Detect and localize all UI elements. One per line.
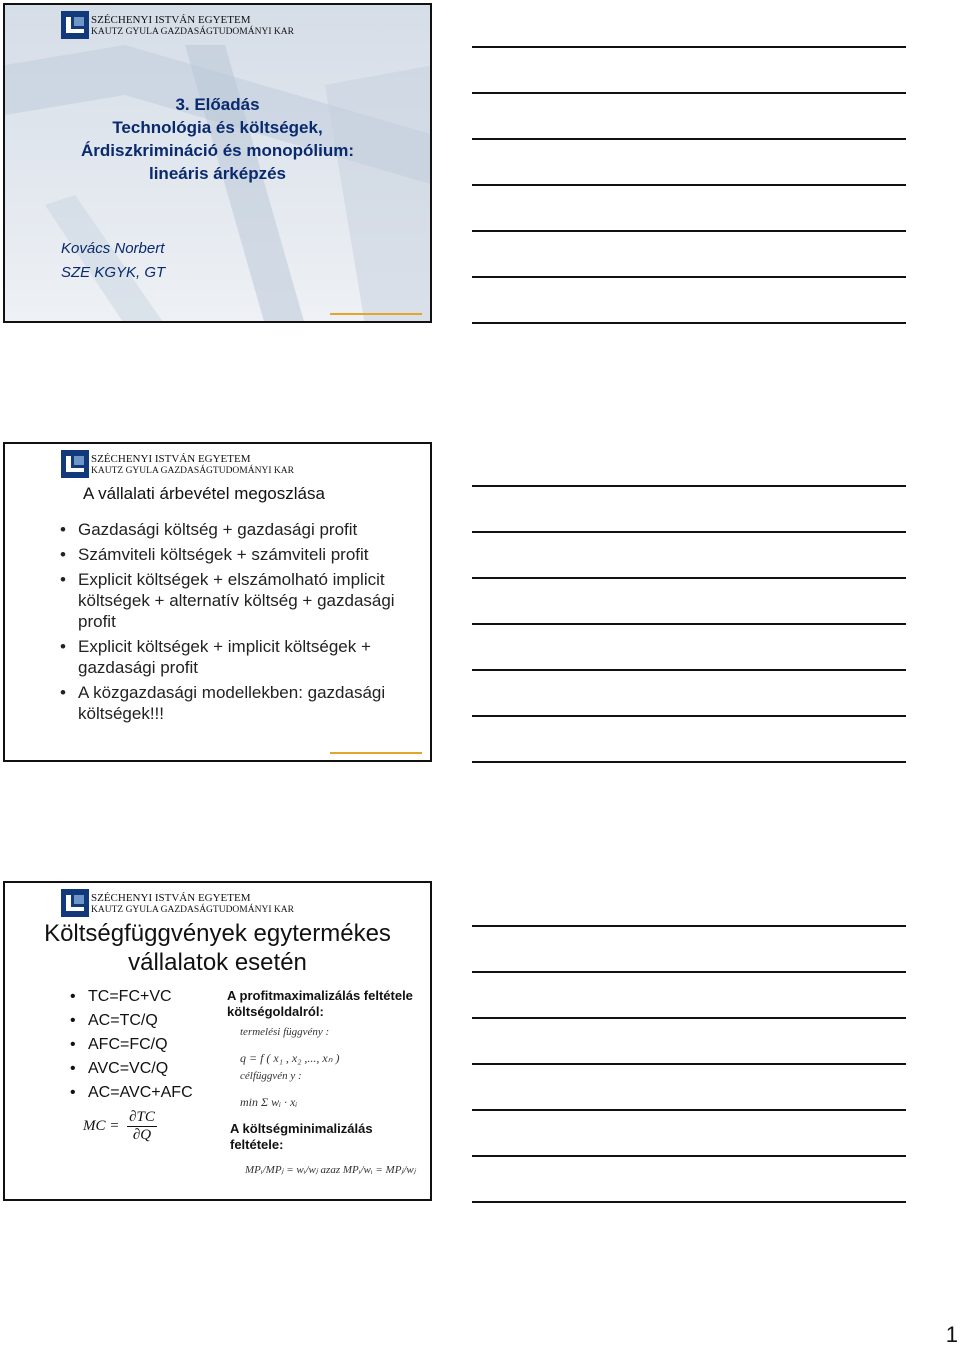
faculty-name: KAUTZ GYULA GAZDASÁGTUDOMÁNYI KAR [91,905,294,915]
note-line [472,138,906,140]
list-item: • Számviteli költségek + számviteli profit [58,544,418,565]
note-line [472,485,906,487]
note-line [472,1017,906,1019]
slide-3 [3,881,432,1201]
list-item: • Explicit költségek + elszámolható implicit költségek + alternatív költség + gazdasági profit [58,569,418,632]
university-name: SZÉCHENYI ISTVÁN EGYETEM [91,453,251,465]
university-logo-icon [61,889,89,917]
mc-lhs: MC = [83,1117,120,1134]
formula-line: célfüggvén y : [240,1070,302,1082]
author-affiliation: SZE KGYK, GT [61,264,166,281]
note-line [472,184,906,186]
title-line: 3. Előadás [175,95,260,114]
faculty-name: KAUTZ GYULA GAZDASÁGTUDOMÁNYI KAR [91,27,294,37]
gold-accent-line [330,752,422,754]
mc-numerator: ∂TC [129,1109,155,1125]
marginal-cost-formula [83,1109,157,1144]
profit-heading: A profitmaximalizálás feltétele költségoldalról: [227,988,413,1019]
page-number: 1 [945,1322,958,1347]
list-item: • AC=TC/Q [68,1009,193,1033]
university-name: SZÉCHENYI ISTVÁN EGYETEM [91,14,251,26]
note-line [472,577,906,579]
title-line: Technológia és költségek, [112,118,323,137]
cost-min-heading: A költségminimalizálás feltétele: [230,1121,373,1152]
title-line: Árdiszkrimináció és monopólium: [81,141,354,160]
note-line [472,1063,906,1065]
formula-line: termelési függvény : [240,1026,330,1038]
author-name: Kovács Norbert [61,240,165,257]
note-line [472,322,906,324]
university-logo-icon [61,450,89,478]
title-line: Költségfüggvények egytermékes [44,920,391,947]
note-line [472,1109,906,1111]
note-line [472,92,906,94]
note-line [472,230,906,232]
note-line [472,46,906,48]
note-line [472,715,906,717]
slide-title [5,93,430,185]
bullet-list [58,519,418,728]
list-item: • Gazdasági költség + gazdasági profit [58,519,418,540]
list-item: • AC=AVC+AFC [68,1081,193,1105]
university-logo-icon [61,11,89,39]
formula-list [68,985,193,1105]
note-line [472,761,906,763]
note-line [472,276,906,278]
note-line [472,1201,906,1203]
list-item: • AFC=FC/Q [68,1033,193,1057]
note-line [472,669,906,671]
mc-fraction [127,1109,157,1144]
note-line [472,531,906,533]
note-line [472,971,906,973]
list-item: • A közgazdasági modellekben: gazdasági költségek!!! [58,682,418,724]
note-line [472,925,906,927]
slide-2 [3,442,432,762]
title-line: vállalatok esetén [128,949,307,976]
slide-1 [3,3,432,323]
slide-title: A vállalati árbevétel megoszlása [83,484,325,503]
title-line: lineáris árképzés [148,164,287,183]
list-item: • TC=FC+VC [68,985,193,1009]
author-block [61,237,165,285]
mc-denominator: ∂Q [132,1127,152,1143]
gold-accent-line [330,313,422,315]
list-item: • AVC=VC/Q [68,1057,193,1081]
faculty-name: KAUTZ GYULA GAZDASÁGTUDOMÁNYI KAR [91,466,294,476]
list-item: • Explicit költségek + implicit költségek + gazdasági profit [58,636,418,678]
formula-line: MPᵢ/MPⱼ = wᵢ/wⱼ azaz MPᵢ/wᵢ = MPⱼ/wⱼ [245,1164,416,1176]
formula-line: min Σ wᵢ · xᵢ [240,1095,298,1109]
university-name: SZÉCHENYI ISTVÁN EGYETEM [91,892,251,904]
formula-line: q = f ( x₁ , x₂ ,..., xₙ ) [240,1051,340,1065]
note-line [472,623,906,625]
note-line [472,1155,906,1157]
slide-title [5,919,430,977]
